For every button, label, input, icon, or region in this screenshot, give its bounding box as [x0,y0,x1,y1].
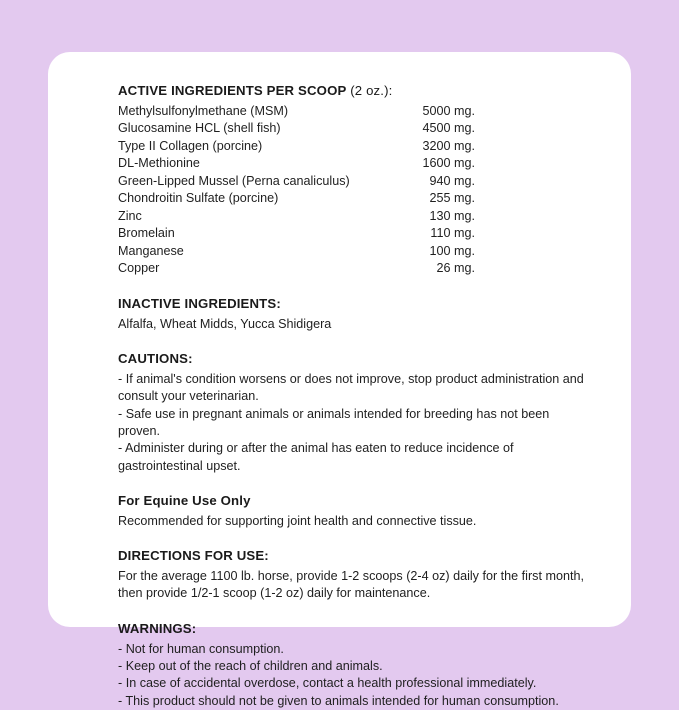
table-row [118,260,589,278]
ingredient-name: Chondroitin Sulfate (porcine) [118,191,279,206]
warnings-section [118,620,589,710]
table-row [118,155,589,173]
warnings-line: - This product should not be given to animals intended for human consumption. [118,693,559,708]
ingredient-name: Manganese [118,243,184,258]
active-ingredients-section [118,82,589,278]
equine-use-section [118,492,589,530]
ingredient-name: Copper [118,261,160,276]
table-row [118,103,589,121]
table-row [118,120,589,138]
table-row [118,243,589,261]
ingredient-amount: 26 mg. [436,261,475,276]
directions-section [118,547,589,603]
cautions-line: - Administer during or after the animal has eaten to reduce incidence of gastrointestinal upset. [118,441,514,473]
ingredient-amount: 110 mg. [430,226,475,241]
ingredient-name: Zinc [118,208,142,223]
warnings-line: - Keep out of the reach of children and animals. [118,659,383,673]
table-row [118,190,589,208]
cautions-heading: CAUTIONS: [118,351,193,366]
cautions-line: - If animal's condition worsens or does not improve, stop product administration and consult your veterinarian. [118,371,584,404]
ingredient-name: Methylsulfonylmethane (MSM) [118,103,289,118]
warnings-line: - Not for human consumption. [118,641,284,656]
ingredient-amount: 1600 mg. [422,156,475,171]
active-ingredients-heading-suffix: (2 oz.): [346,83,393,98]
inactive-ingredients-text: Alfalfa, Wheat Midds, Yucca Shidigera [118,316,332,331]
ingredient-name: Green-Lipped Mussel (Perna canaliculus) [118,173,350,188]
label-content [70,82,599,710]
table-row [118,173,589,191]
warnings-line: - In case of accidental overdose, contact a health professional immediately. [118,676,537,691]
inactive-ingredients-section [118,295,589,333]
equine-use-text: Recommended for supporting joint health and connective tissue. [118,513,477,528]
directions-text: For the average 1100 lb. horse, provide 1-2 scoops (2-4 oz) daily for the first month, then provide 1/2-1 scoop (1-2 oz) daily for maintenance. [118,569,584,601]
directions-heading: DIRECTIONS FOR USE: [118,548,269,564]
ingredient-name: Glucosamine HCL (shell fish) [118,121,281,136]
table-row [118,208,589,226]
active-ingredients-table [118,103,589,278]
ingredient-amount: 255 mg. [429,191,475,206]
active-ingredients-table-body [118,103,589,278]
ingredient-amount: 940 mg. [429,173,475,188]
warnings-heading: WARNINGS: [118,620,197,636]
ingredient-name: DL-Methionine [118,156,200,171]
cautions-section [118,350,589,475]
ingredient-name: Bromelain [118,226,175,241]
table-row [118,138,589,156]
active-ingredients-heading-bold: ACTIVE INGREDIENTS PER SCOOP [118,83,347,98]
ingredient-amount: 5000 mg. [422,103,475,118]
cautions-line: - Safe use in pregnant animals or animals intended for breeding has not been proven. [118,406,550,438]
product-label-card [48,52,631,708]
equine-use-heading: For Equine Use Only [118,493,251,509]
ingredient-amount: 130 mg. [429,208,475,223]
active-ingredients-heading [118,82,589,100]
ingredient-name: Type II Collagen (porcine) [118,138,263,153]
ingredient-amount: 3200 mg. [422,138,475,153]
ingredient-amount: 4500 mg. [422,121,475,136]
ingredient-amount: 100 mg. [429,243,475,258]
inactive-ingredients-heading: INACTIVE INGREDIENTS: [118,295,281,311]
table-row [118,225,589,243]
